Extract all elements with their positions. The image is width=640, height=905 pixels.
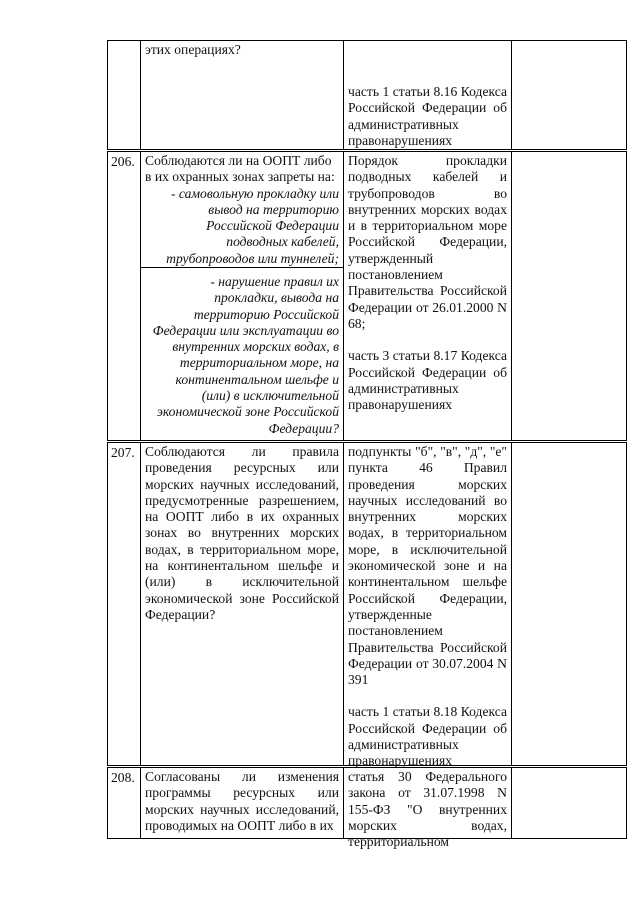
- question-cell: [140, 152, 343, 440]
- table-row-continuation: [107, 40, 627, 149]
- law-reference-text: часть 1 статьи 8.18 Кодекса Российской Федерации об административных правонарушениях: [348, 704, 507, 769]
- notes-cell: [511, 152, 627, 440]
- question-block: [141, 152, 343, 267]
- table-row-207: [107, 440, 627, 769]
- question-cell: [140, 443, 343, 765]
- question-lead: Соблюдаются ли на ООПТ либо в их охранных зонах запреты на:: [145, 153, 335, 185]
- question-cell: [140, 768, 343, 838]
- question-sub-block: [141, 267, 343, 437]
- row-number: 206.: [107, 152, 140, 440]
- law-reference-text: Порядок прокладки подводных кабелей и трубопроводов во внутренних морских водах и в территориальном море Российской Федерации, утвержденный постановлением Правительства Российской Федерации от 26.01.2000 N 68;: [348, 153, 507, 331]
- notes-cell: [511, 443, 627, 765]
- question-cell: [140, 41, 343, 149]
- notes-cell: [511, 41, 627, 149]
- checklist-table: [107, 40, 627, 850]
- law-reference-text: подпункты "б", "в", "д", "е" пункта 46 Правил проведения морских научных исследований во внутренних морских водах, в территориальном море, в исключительной экономической зоне и на континентальном шельфе Российской Федерации, утвержденные постановлением Правительства Российской Федерации от 30.07.2004 N 391: [348, 444, 507, 688]
- question-sub-item: - самовольную прокладку или вывод на территорию Российской Федерации подводных кабелей, трубопроводов или туннелей;: [166, 185, 339, 266]
- question-text: этих операциях?: [145, 42, 241, 57]
- law-reference-text: часть 3 статьи 8.17 Кодекса Российской Федерации об административных правонарушениях: [348, 348, 507, 413]
- question-text: Соблюдаются ли правила проведения ресурсных или морских научных исследований, предусмотренные разрешением, на ООПТ либо в их охранных зонах во внутренних морских водах, в территориальном море, на континентальном шельфе и (или) в исключительной экономической зоне Российской Федерации?: [145, 444, 339, 622]
- table-row-206: [107, 149, 627, 440]
- row-number: 208.: [107, 768, 140, 838]
- law-reference-cell: [343, 443, 511, 769]
- law-reference-text: статья 30 Федерального закона от 31.07.1998 N 155-ФЗ "О внутренних морских водах, территориальном: [348, 769, 507, 850]
- question-sub-item: - нарушение правил их прокладки, вывода на территорию Российской Федерации или эксплуатации во внутренних морских водах, в территориальном море, на континентальном шельфе и (или) в исключительной экономической зоне Российской Федерации?: [152, 274, 339, 436]
- notes-cell: [511, 768, 627, 838]
- table-row-208: [107, 765, 627, 850]
- row-number: 207.: [107, 443, 140, 765]
- law-reference-cell: [343, 152, 511, 440]
- law-reference-cell: [343, 41, 511, 149]
- law-reference-text: часть 1 статьи 8.16 Кодекса Российской Федерации об административных правонарушениях: [348, 84, 507, 148]
- law-reference-cell: [343, 768, 511, 850]
- question-text: Согласованы ли изменения программы ресурсных или морских научных исследований, проводимых на ООПТ либо в их: [145, 769, 339, 833]
- row-number: [107, 41, 140, 149]
